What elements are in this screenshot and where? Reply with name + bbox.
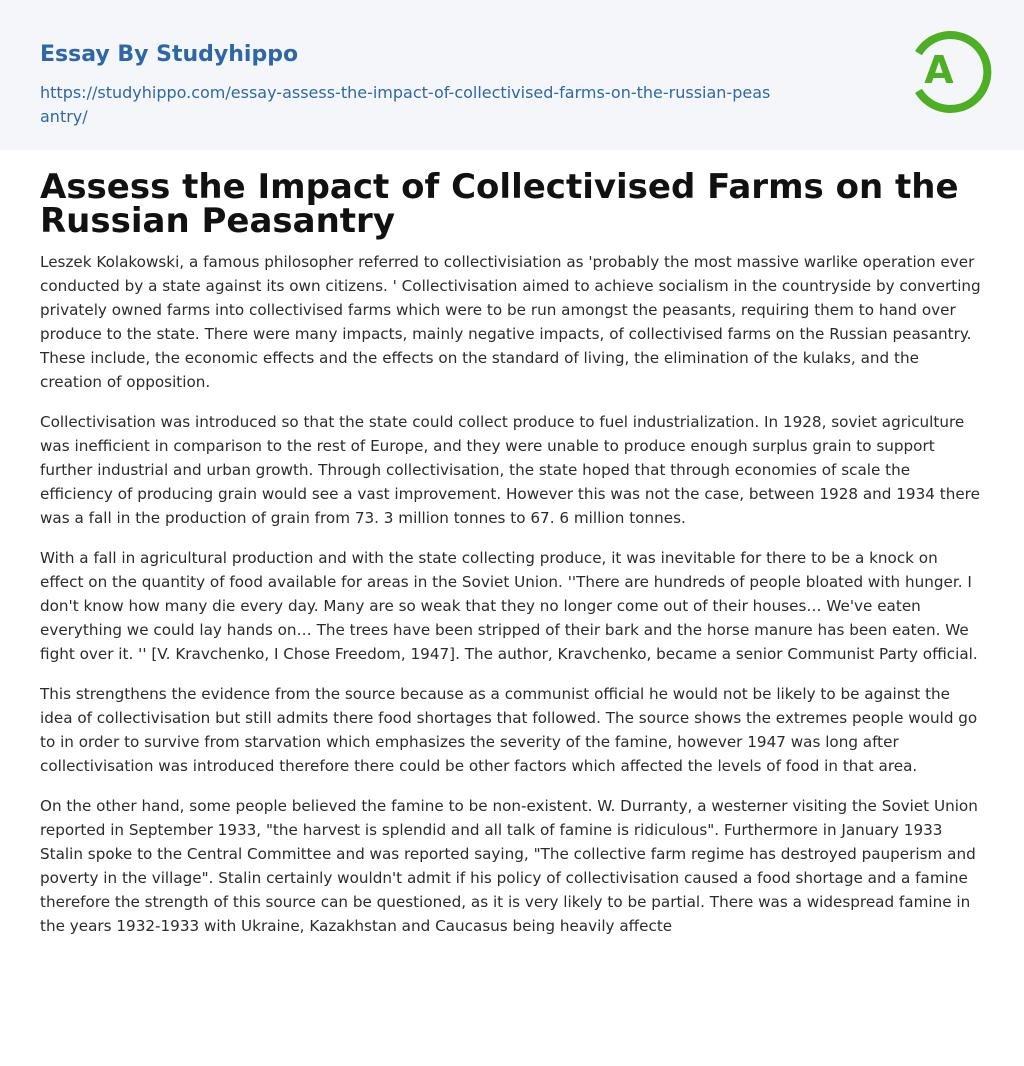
essay-paragraph: This strengthens the evidence from the source because as a communist official he would not be likely to be against the idea of collectivisation but still admits there food shortages that followed. The source shows the extremes people would go to in order to survive from starvation which emphasizes the severity of the famine, however 1947 was long after collectivisation was introduced therefore there could be other factors which affected the levels of food in that area. [40, 685, 978, 775]
logo-letter: A [924, 48, 954, 92]
essay-url-link[interactable]: https://studyhippo.com/essay-assess-the-impact-of-collectivised-farms-on-the-russian-peasantry/ [40, 83, 771, 126]
essay-paragraph: With a fall in agricultural production and with the state collecting produce, it was inevitable for there to be a knock on effect on the quantity of food available for areas in the Soviet Union. ''There are hundreds of people bloated with hunger. I don't know how many die every day. Many are so weak that they no longer come out of their houses… We've eaten everything we could lay hands on… The trees have been stripped of their bark and the horse manure has been eaten. We fight over it. '' [V. Kravchenko, I Chose Freedom, 1947]. The author, Kravchenko, became a senior Communist Party official. [40, 549, 978, 663]
essay-paragraph: Collectivisation was introduced so that the state could collect produce to fuel industrialization. In 1928, soviet agriculture was inefficient in comparison to the rest of Europe, and they were unable to produce enough surplus grain to support further industrial and urban growth. Through collectivisation, the state hoped that through economies of scale the efficiency of producing grain would see a vast improvement. However this was not the case, between 1928 and 1934 there was a fall in the production of grain from 73. 3 million tonnes to 67. 6 million tonnes. [40, 413, 980, 527]
studyhippo-logo-icon[interactable] [908, 26, 992, 118]
site-header [0, 0, 1024, 150]
essay-paragraph: Leszek Kolakowski, a famous philosopher referred to collectivisiation as 'probably the most massive warlike operation ever conducted by a state against its own citizens. ' Collectivisation aimed to achieve socialism in the countryside by converting privately owned farms into collectivised farms which were to be run amongst the peasants, requiring them to hand over produce to the state. There were many impacts, mainly negative impacts, of collectivised farms on the Russian peasantry. These include, the economic effects and the effects on the standard of living, the elimination of the kulaks, and the creation of opposition. [40, 253, 981, 391]
site-brand[interactable]: Essay By Studyhippo [40, 42, 299, 67]
essay-paragraph: On the other hand, some people believed the famine to be non-existent. W. Durranty, a westerner visiting the Soviet Union reported in September 1933, "the harvest is splendid and all talk of famine is ridiculous". Furthermore in January 1933 Stalin spoke to the Central Committee and was reported saying, "The collective farm regime has destroyed pauperism and poverty in the village". Stalin certainly wouldn't admit if his policy of collectivisation caused a food shortage and a famine therefore the strength of this source can be questioned, as it is very likely to be partial. There was a widespread famine in the years 1932-1933 with Ukraine, Kazakhstan and Caucasus being heavily affecte [40, 797, 978, 935]
essay-content [0, 167, 1024, 938]
page-title: Assess the Impact of Collectivised Farms on the Russian Peasantry [40, 167, 959, 241]
